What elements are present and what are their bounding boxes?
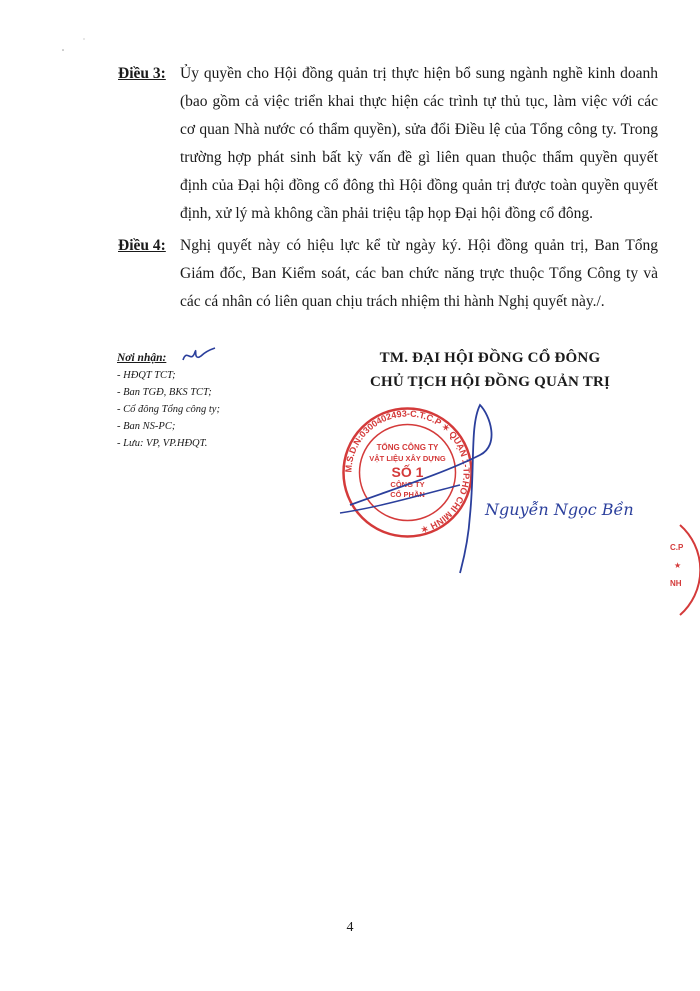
recipient-item: - Ban NS-PC; <box>117 421 176 432</box>
seal-line-5: CỔ PHẦN <box>390 490 425 499</box>
signature-block <box>330 346 650 394</box>
scan-speck <box>60 35 100 55</box>
signature-title-2: CHỦ TỊCH HỘI ĐỒNG QUẢN TRỊ <box>369 374 611 390</box>
page-number: 4 <box>346 920 354 935</box>
recipient-item: - Cổ đông Tổng công ty; <box>117 404 220 415</box>
recipient-item: - Ban TGĐ, BKS TCT; <box>117 387 212 398</box>
seal-line-2: VẬT LIỆU XÂY DỰNG <box>369 454 446 463</box>
seal-ring-text: M.S.D.N:0300402493-C.T.C.P ✶ QUẬN 1-TP.HỒ CHÍ MINH ✶ <box>343 408 472 535</box>
svg-text:★: ★ <box>674 561 682 570</box>
article-4-label: Điều 4: <box>118 237 166 254</box>
svg-text:NH: NH <box>670 579 682 588</box>
initials-mark <box>179 344 219 366</box>
signature-title-1: TM. ĐẠI HỘI ĐỒNG CỔ ĐÔNG <box>379 350 601 366</box>
recipients-list <box>117 350 337 452</box>
recipient-item: - HĐQT TCT; <box>117 370 176 381</box>
recipients-title: Nơi nhận: <box>117 352 167 364</box>
article-4 <box>118 232 658 316</box>
articles-section <box>118 60 658 320</box>
seal-line-1: TỔNG CÔNG TY <box>376 443 439 452</box>
article-3 <box>118 60 658 228</box>
svg-text:C.P: C.P <box>670 543 684 552</box>
signer-name: Nguyễn Ngọc Bền <box>485 500 634 519</box>
seal-line-4: CÔNG TY <box>390 480 425 489</box>
article-3-label: Điều 3: <box>118 65 166 82</box>
seal-line-3: SỐ 1 <box>391 464 424 480</box>
article-4-text: Nghị quyết này có hiệu lực kể từ ngày ký. Hội đồng quản trị, Ban Tổng Giám đốc, Ban Kiểm soát, các ban chức năng trực thuộc Tổng Công ty và các cá nhân có liên quan chịu trách nhiệm thi hành Nghị quyết này./. <box>180 237 658 310</box>
partial-seal-edge <box>640 520 700 620</box>
handwritten-signature <box>330 395 530 575</box>
article-3-text: Ủy quyền cho Hội đồng quản trị thực hiện bổ sung ngành nghề kinh doanh (bao gồm cả việc triển khai thực hiện các trình tự thủ tục, làm việc với các cơ quan Nhà nước có thẩm quyền), sửa đổi Điều lệ của Tổng công ty. Trong trường hợp phát sinh bất kỳ vấn đề gì liên quan thuộc thẩm quyền quyết định của Đại hội đồng cổ đông thì Hội đồng quản trị được toàn quyền quyết định, xử lý mà không cần phải triệu tập họp Đại hội đồng cổ đông. <box>180 65 658 222</box>
recipient-item: - Lưu: VP, VP.HĐQT. <box>117 438 208 449</box>
